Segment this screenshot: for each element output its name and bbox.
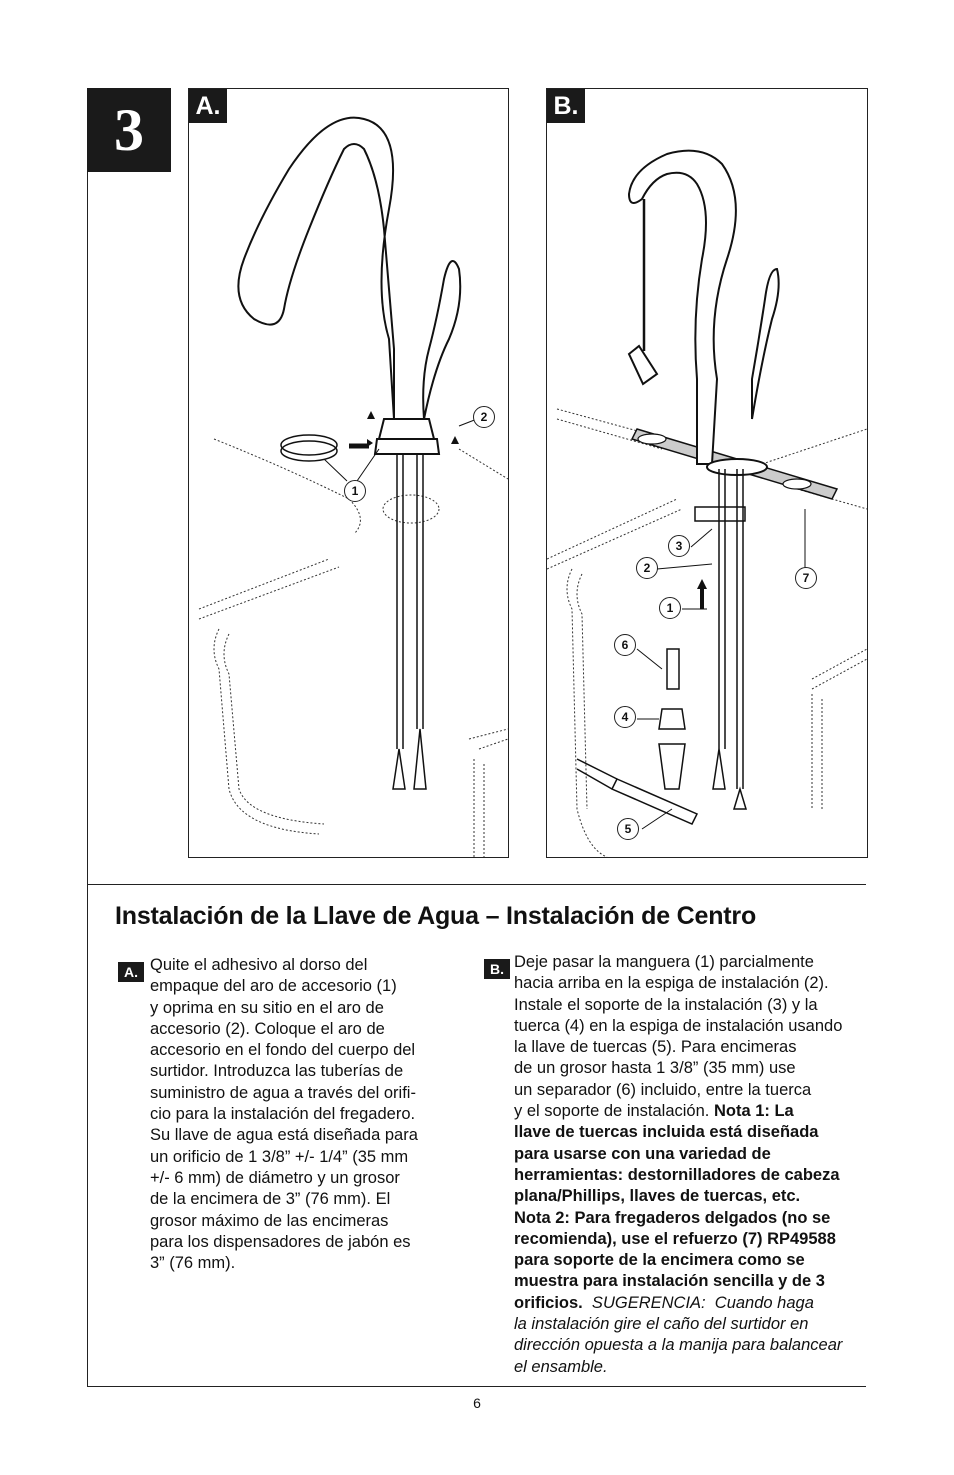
instruction-a-line: 3” (76 mm). (150, 1254, 236, 1273)
instruction-b-line: un separador (6) incluido, entre la tuerca (514, 1080, 812, 1099)
instruction-b-line: Instale el soporte de la instalación (3) y la (514, 995, 818, 1014)
section-bottom-rule (87, 1386, 866, 1387)
instruction-b-segment: y el soporte de instalación. (514, 1102, 714, 1121)
instruction-b-line: hacia arriba en la espiga de instalación (2). (514, 974, 829, 993)
instruction-a-line: Quite el adhesivo al dorso del (150, 956, 368, 974)
instruction-b-line: muestra para instalación sencilla y de 3 (514, 1272, 825, 1291)
left-border-rule (87, 172, 88, 1387)
illustration-panel-a (188, 88, 509, 858)
callout-b-3: 3 (668, 535, 690, 557)
instruction-a-line: un orificio de 1 3/8” +/- 1/4” (35 mm (150, 1147, 409, 1166)
instruction-a-line: de la encimera de 3” (76 mm). El (150, 1190, 391, 1209)
instruction-b-line: llave de tuercas incluida está diseñada (514, 1123, 819, 1142)
callout-b-2: 2 (636, 557, 658, 579)
step-number: 3 (114, 96, 144, 163)
instruction-a-line: grosor máximo de las encimeras (150, 1211, 389, 1230)
instruction-b-line: dirección opuesta a la manija para balancear (514, 1336, 843, 1355)
instruction-b-line: Nota 2: Para fregaderos delgados (no se (514, 1208, 831, 1227)
panel-a-label: A. (189, 89, 227, 123)
illustration-panel-b (546, 88, 868, 858)
callout-b-7: 7 (795, 567, 817, 589)
instruction-b-line: tuerca (4) en la espiga de instalación usando (514, 1016, 843, 1035)
section-top-rule (87, 884, 866, 885)
callout-a-2: 2 (473, 406, 495, 428)
instruction-b-line: el ensamble. (514, 1357, 608, 1376)
page-number: 6 (473, 1395, 481, 1411)
faucet-installation-illustration-b (547, 89, 867, 857)
callout-b-6: 6 (614, 634, 636, 656)
instruction-b-line: para soporte de la encimera como se (514, 1251, 805, 1270)
instruction-a-line: cio para la instalación del fregadero. (150, 1105, 416, 1124)
instruction-b-text (514, 952, 874, 1378)
instruction-b-line: de un grosor hasta 1 3/8” (35 mm) use (514, 1059, 796, 1078)
note-1-label: Nota 1: La (713, 1102, 794, 1121)
step-number-badge (87, 88, 171, 172)
instruction-b-tag: B. (484, 959, 510, 979)
instruction-b-line: la instalación gire el caño del surtidor en (514, 1315, 809, 1334)
instruction-b-line: herramientas: destornilladores de cabeza (514, 1165, 840, 1184)
callout-b-4: 4 (614, 706, 636, 728)
callout-a-1: 1 (344, 480, 366, 502)
instruction-b-segment: orificios. (514, 1293, 583, 1312)
instruction-b-line: plana/Phillips, llaves de tuercas, etc. (514, 1187, 801, 1206)
instruction-b-line: Deje pasar la manguera (1) parcialmente (514, 953, 814, 971)
instruction-b-line (514, 1293, 874, 1314)
instruction-a-line: accesorio (2). Coloque el aro de (150, 1019, 385, 1038)
section-title: Instalación de la Llave de Agua – Instalación de Centro (115, 902, 757, 930)
instruction-a-line: accesorio en el fondo del cuerpo del (150, 1041, 416, 1060)
instruction-b-line: recomienda), use el refuerzo (7) RP49588 (514, 1229, 836, 1248)
instruction-a-line: Su llave de agua está diseñada para (150, 1126, 418, 1145)
faucet-installation-illustration-a (189, 89, 508, 857)
instruction-b-line (514, 1101, 874, 1122)
instruction-a-line: suministro de agua a través del orifi- (150, 1083, 416, 1102)
instruction-a-line: para los dispensadores de jabón es (150, 1232, 411, 1251)
instruction-b-line: la llave de tuercas (5). Para encimeras (514, 1038, 797, 1057)
instruction-a-line: empaque del aro de accesorio (1) (150, 977, 397, 996)
instruction-a-line: y oprima en su sitio en el aro de (150, 998, 384, 1017)
tip-label: SUGERENCIA: Cuando haga (582, 1293, 814, 1312)
panel-b-label: B. (547, 89, 585, 123)
instruction-a-text (150, 955, 470, 1274)
instruction-a-line: +/- 6 mm) de diámetro y un grosor (150, 1168, 400, 1187)
callout-b-1: 1 (659, 597, 681, 619)
instruction-a-line: surtidor. Introduzca las tuberías de (150, 1062, 404, 1081)
callout-b-5: 5 (617, 818, 639, 840)
instruction-b-line: para usarse con una variedad de (514, 1144, 771, 1163)
instruction-a-tag: A. (118, 962, 144, 982)
